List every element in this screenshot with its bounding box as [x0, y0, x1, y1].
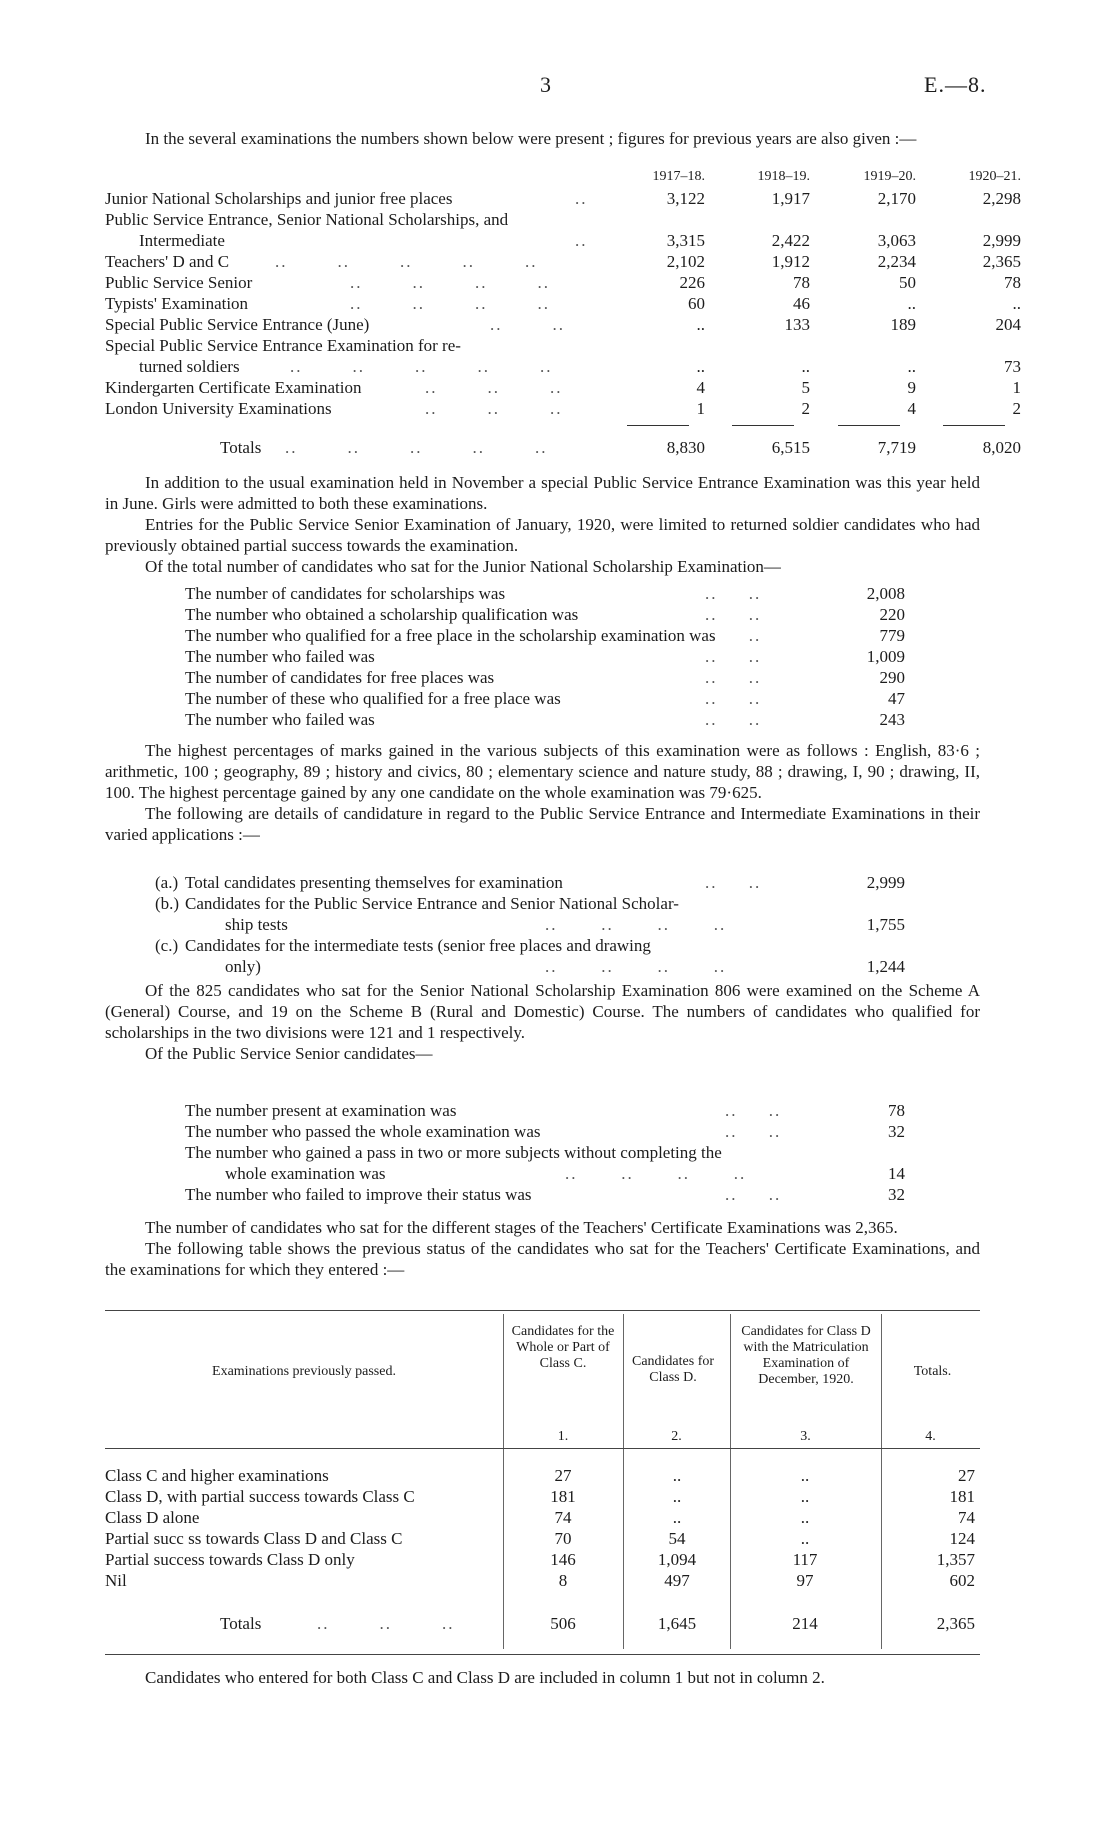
row-label: London University Examinations	[105, 399, 332, 418]
totals-rule	[627, 425, 689, 426]
leader-dots: .. .. .. ..	[545, 957, 727, 976]
cell-value: 9	[907, 378, 916, 397]
total-cell: 2,365	[936, 1614, 975, 1633]
item-marker: (c.)	[155, 936, 179, 955]
header-class-c: Candidates for the Whole or Part of Class C.	[511, 1324, 615, 1371]
cell-value: ..	[801, 357, 810, 376]
item-text: The number of these who qualified for a free place was	[185, 689, 561, 708]
table-cell: 117	[792, 1550, 818, 1569]
leader-dots: .. ..	[490, 315, 565, 334]
cell-value: 2,999	[982, 231, 1021, 250]
cell-value: 78	[1004, 273, 1021, 292]
leader-dots: .. .. .. .. ..	[290, 357, 553, 376]
leader-dots: .. ..	[725, 1185, 782, 1204]
list-item	[185, 1184, 905, 1205]
list-item	[155, 893, 905, 914]
cell-value: 4	[907, 399, 916, 418]
leader-dots: .. ..	[705, 626, 762, 645]
row-label: Kindergarten Certificate Examination	[105, 378, 362, 397]
column-number: 2.	[671, 1429, 682, 1444]
table-cell: 602	[949, 1571, 975, 1590]
cell-value: 2,170	[877, 189, 916, 208]
item-text: Total candidates presenting themselves for examination	[185, 873, 563, 892]
row-label: Class D, with partial success towards Class C	[105, 1487, 415, 1506]
total-value: 8,830	[666, 438, 705, 457]
ps-senior-list	[185, 1100, 905, 1205]
total-cell: 1,645	[657, 1614, 697, 1633]
presence-table-row	[105, 272, 1021, 293]
table-bottom-rule	[105, 1654, 980, 1655]
table-cell: 74	[554, 1508, 572, 1527]
cell-value: 2,422	[771, 231, 810, 250]
cell-value: 1,917	[771, 189, 810, 208]
row-label: Typists' Examination	[105, 294, 249, 313]
list-item	[155, 935, 905, 956]
item-value: 78	[888, 1101, 905, 1120]
table-cell: 97	[796, 1571, 814, 1590]
cell-value: ..	[1012, 294, 1021, 313]
item-marker: (b.)	[155, 894, 180, 913]
presence-table-row	[105, 356, 1021, 377]
list-item	[185, 583, 905, 604]
item-text: Candidates for the Public Service Entrance and Senior National Scholar-	[185, 894, 679, 913]
table-cell: ..	[672, 1466, 682, 1485]
leader-dots: .. .. .. ..	[545, 915, 727, 934]
paragraph-junior-intro: Of the total number of candidates who sat for the Junior National Scholarship Examination—	[145, 557, 781, 576]
list-item-continuation	[185, 956, 905, 977]
column-number: 1.	[557, 1429, 569, 1444]
year-header: 1919–20.	[863, 169, 916, 184]
list-item-continuation	[185, 1163, 905, 1184]
cell-value: 2,298	[982, 189, 1021, 208]
presence-table-row	[105, 188, 1021, 209]
cell-value: 204	[995, 315, 1021, 334]
body-paragraphs-1	[105, 472, 980, 577]
leader-dots: .. ..	[725, 1101, 782, 1120]
row-label: Intermediate	[139, 231, 225, 250]
item-value: 47	[888, 689, 905, 708]
paragraph-teachers-count: The number of candidates who sat for the different stages of the Teachers' Certificate Examinations was 2,365.	[145, 1218, 898, 1237]
cell-value: 2,234	[877, 252, 916, 271]
table-cell: 74	[958, 1508, 975, 1527]
leader-dots: .. .. .. ..	[350, 273, 550, 292]
cell-value: 5	[801, 378, 810, 397]
item-text: The number who failed was	[185, 710, 375, 729]
list-item	[185, 667, 905, 688]
item-text: whole examination was	[225, 1164, 386, 1183]
leader-dots: .. ..	[705, 605, 762, 624]
column-number: 3.	[800, 1429, 811, 1444]
cell-value: 2	[1012, 399, 1021, 418]
cell-value: 2,365	[982, 252, 1021, 271]
presence-table-row	[105, 314, 1021, 335]
header-class-d: Candidates for Class D.	[631, 1354, 715, 1385]
paragraph-candidature: The following are details of candidature in regard to the Public Service Entrance and Intermediate Examinations in their varied applications :—	[105, 804, 980, 844]
document-reference: E.—8.	[924, 72, 987, 97]
presence-table-header	[105, 166, 1021, 188]
column-divider	[503, 1314, 504, 1649]
row-label: Teachers' D and C	[105, 252, 230, 271]
presence-table-row	[105, 377, 1021, 398]
leader-dots: .. .. .. .. ..	[285, 438, 548, 457]
item-value: 2,008	[866, 584, 905, 603]
item-value: 1,009	[866, 647, 905, 666]
intro-paragraph: In the several examinations the numbers shown below were present ; figures for previous years are also given :—	[145, 129, 917, 148]
row-label: Special Public Service Entrance Examination for re-	[105, 336, 461, 355]
item-text: The number of candidates for scholarships was	[185, 584, 506, 603]
cell-value: ..	[907, 294, 916, 313]
leader-dots: .. .. ..	[425, 399, 563, 418]
cell-value: 133	[784, 315, 810, 334]
cell-value: 50	[899, 273, 916, 292]
item-value: 2,999	[866, 873, 905, 892]
cell-value: ..	[907, 357, 916, 376]
item-text: The number who gained a pass in two or more subjects without completing the	[185, 1143, 722, 1162]
item-value: 1,244	[866, 957, 905, 976]
total-value: 7,719	[877, 438, 916, 457]
total-value: 8,020	[982, 438, 1021, 457]
cell-value: 3,122	[666, 189, 705, 208]
leader-dots: ..	[575, 189, 588, 208]
row-label: turned soldiers	[139, 357, 240, 376]
paragraph-ps-senior-intro: Of the Public Service Senior candidates—	[145, 1044, 433, 1063]
teachers-certificate-table	[105, 1310, 980, 1655]
year-header: 1920–21.	[968, 169, 1021, 184]
leader-dots: .. .. .. ..	[565, 1164, 747, 1183]
table-cell: ..	[672, 1508, 682, 1527]
totals-rule	[838, 425, 900, 426]
paragraph-percentages: The highest percentages of marks gained in the various subjects of this examination were as follows : English, 83·6 ; arithmetic, 100 ; geography, 89 ; history and civics, 80 ; elementary science and nature study, 88 ; drawing, I, 90 ; drawing, II, 100. The highest percentage gained by any one candidate on the whole examination was 79·625.	[105, 741, 980, 802]
table-cell: 1,357	[936, 1550, 975, 1569]
table-cell: 124	[949, 1529, 975, 1548]
leader-dots: .. ..	[705, 873, 762, 892]
cell-value: 46	[793, 294, 810, 313]
item-value: 1,755	[866, 915, 905, 934]
presence-table-row	[105, 230, 1021, 251]
paragraph-teachers-table-intro: The following table shows the previous status of the candidates who sat for the Teachers' Certificate Examinations, and the examinations for which they entered :—	[105, 1239, 980, 1279]
presence-totals-row	[105, 437, 1021, 458]
list-item	[185, 1121, 905, 1142]
item-text: The number who failed was	[185, 647, 375, 666]
leader-dots: .. .. ..	[317, 1614, 455, 1633]
row-label: Special Public Service Entrance (June)	[105, 315, 370, 334]
item-text: ship tests	[225, 915, 288, 934]
footnote: Candidates who entered for both Class C and Class D are included in column 1 but not in column 2.	[145, 1668, 825, 1687]
item-value: 779	[879, 626, 905, 645]
table-cell: 27	[554, 1466, 572, 1485]
table-cell: 146	[550, 1550, 576, 1569]
presence-table-row	[105, 335, 985, 356]
row-label: Partial succ ss towards Class D and Class C	[105, 1529, 403, 1548]
item-text: The number who failed to improve their status was	[185, 1185, 532, 1204]
item-text: Candidates for the intermediate tests (senior free places and drawing	[185, 936, 651, 955]
item-value: 14	[888, 1164, 905, 1183]
item-value: 243	[879, 710, 905, 729]
row-label: Public Service Entrance, Senior National Scholarships, and	[105, 210, 509, 229]
junior-scholarship-list	[185, 583, 905, 730]
item-text: The number of candidates for free places was	[185, 668, 495, 687]
cell-value: 1,912	[771, 252, 810, 271]
paragraph-june-exam: In addition to the usual examination held in November a special Public Service Entrance Examination was this year held in June. Girls were admitted to both these examinations.	[105, 473, 980, 513]
totals-label: Totals	[220, 1614, 262, 1633]
header-bottom-rule	[105, 1448, 980, 1449]
header-totals: Totals.	[913, 1364, 952, 1379]
leader-dots: .. .. ..	[425, 378, 563, 397]
header-exams-passed: Examinations previously passed.	[212, 1364, 396, 1379]
presence-table	[105, 169, 1021, 419]
list-item-continuation	[185, 914, 905, 935]
total-cell: 214	[792, 1614, 818, 1633]
table-cell: 181	[949, 1487, 975, 1506]
list-item	[185, 688, 905, 709]
list-item	[185, 1142, 905, 1163]
cell-value: 1	[1012, 378, 1021, 397]
totals-rule	[943, 425, 1005, 426]
list-item	[185, 709, 905, 730]
table-cell: 70	[554, 1529, 572, 1548]
column-number: 4.	[925, 1429, 936, 1444]
item-value: 220	[879, 605, 905, 624]
leader-dots: .. ..	[705, 647, 762, 666]
item-marker: (a.)	[155, 873, 179, 892]
item-text: The number who obtained a scholarship qualification was	[185, 605, 579, 624]
item-value: 32	[888, 1185, 905, 1204]
year-header: 1918–19.	[757, 169, 810, 184]
leader-dots: .. ..	[705, 689, 762, 708]
item-value: 290	[879, 668, 905, 687]
cell-value: ..	[696, 357, 705, 376]
page-number: 3	[540, 72, 551, 97]
row-label: Junior National Scholarships and junior free places	[105, 189, 453, 208]
cell-value: 3,063	[877, 231, 916, 250]
leader-dots: .. ..	[705, 668, 762, 687]
row-label: Nil	[105, 1571, 127, 1590]
body-paragraphs-3	[105, 980, 980, 1064]
year-header: 1917–18.	[652, 169, 705, 184]
item-text: only)	[225, 957, 261, 976]
table-cell: 181	[550, 1487, 576, 1506]
table-cell: 497	[664, 1571, 690, 1590]
totals-label: Totals	[220, 438, 262, 457]
row-label: Public Service Senior	[105, 273, 253, 292]
table-cell: 1,094	[657, 1550, 697, 1569]
cell-value: ..	[696, 315, 705, 334]
cell-value: 2,102	[666, 252, 705, 271]
list-item	[185, 604, 905, 625]
candidature-list	[155, 872, 905, 977]
row-label: Class C and higher examinations	[105, 1466, 329, 1485]
cell-value: 3,315	[666, 231, 705, 250]
item-text: The number who qualified for a free place in the scholarship examination was	[185, 626, 716, 645]
table-cell: ..	[672, 1487, 682, 1506]
paragraph-senior-scholarship: Of the 825 candidates who sat for the Senior National Scholarship Examination 806 were examined on the Scheme A (General) Course, and 19 on the Scheme B (Rural and Domestic) Course. The numbers of candidates who qualified for scholarships in the two divisions were 121 and 1 respectively.	[105, 981, 980, 1042]
list-item	[185, 1100, 905, 1121]
presence-table-row	[105, 398, 1021, 419]
paragraph-senior-entries: Entries for the Public Service Senior Examination of January, 1920, were limited to returned soldier candidates who had previously obtained partial success towards the examination.	[105, 515, 980, 555]
cell-value: 1	[696, 399, 705, 418]
table-top-rule	[105, 1310, 980, 1311]
table-cell: ..	[800, 1466, 810, 1485]
table-cell: ..	[800, 1508, 810, 1527]
row-label: Partial success towards Class D only	[105, 1550, 355, 1569]
cell-value: 226	[679, 273, 705, 292]
presence-table-row	[105, 251, 1021, 272]
totals-rule	[732, 425, 794, 426]
cell-value: 4	[696, 378, 705, 397]
total-cell: 506	[550, 1614, 576, 1633]
leader-dots: .. .. .. ..	[350, 294, 550, 313]
leader-dots: .. .. .. .. ..	[275, 252, 538, 271]
leader-dots: ..	[575, 231, 588, 250]
table-cell: ..	[800, 1529, 810, 1548]
list-item	[185, 646, 905, 667]
leader-dots: .. ..	[705, 710, 762, 729]
total-value: 6,515	[771, 438, 810, 457]
header-class-d-matric: Candidates for Class D with the Matriculation Examination of December, 1920.	[741, 1324, 871, 1387]
table-cell: 27	[958, 1466, 975, 1485]
item-value: 32	[888, 1122, 905, 1141]
cell-value: 189	[890, 315, 916, 334]
leader-dots: .. ..	[705, 584, 762, 603]
presence-table-row	[105, 293, 1021, 314]
item-text: The number who passed the whole examination was	[185, 1122, 541, 1141]
body-paragraphs-2	[105, 740, 980, 845]
leader-dots: .. ..	[725, 1122, 782, 1141]
cell-value: 78	[793, 273, 810, 292]
cell-value: 60	[688, 294, 705, 313]
list-item	[185, 625, 905, 646]
item-text: The number present at examination was	[185, 1101, 457, 1120]
row-label: Class D alone	[105, 1508, 200, 1527]
table-cell: 54	[668, 1529, 686, 1548]
body-paragraphs-4	[105, 1217, 980, 1280]
cell-value: 73	[1004, 357, 1021, 376]
list-item	[155, 872, 905, 893]
presence-table-row	[105, 209, 985, 230]
table-cell: ..	[800, 1487, 810, 1506]
cell-value: 2	[801, 399, 810, 418]
table-cell: 8	[558, 1571, 568, 1590]
